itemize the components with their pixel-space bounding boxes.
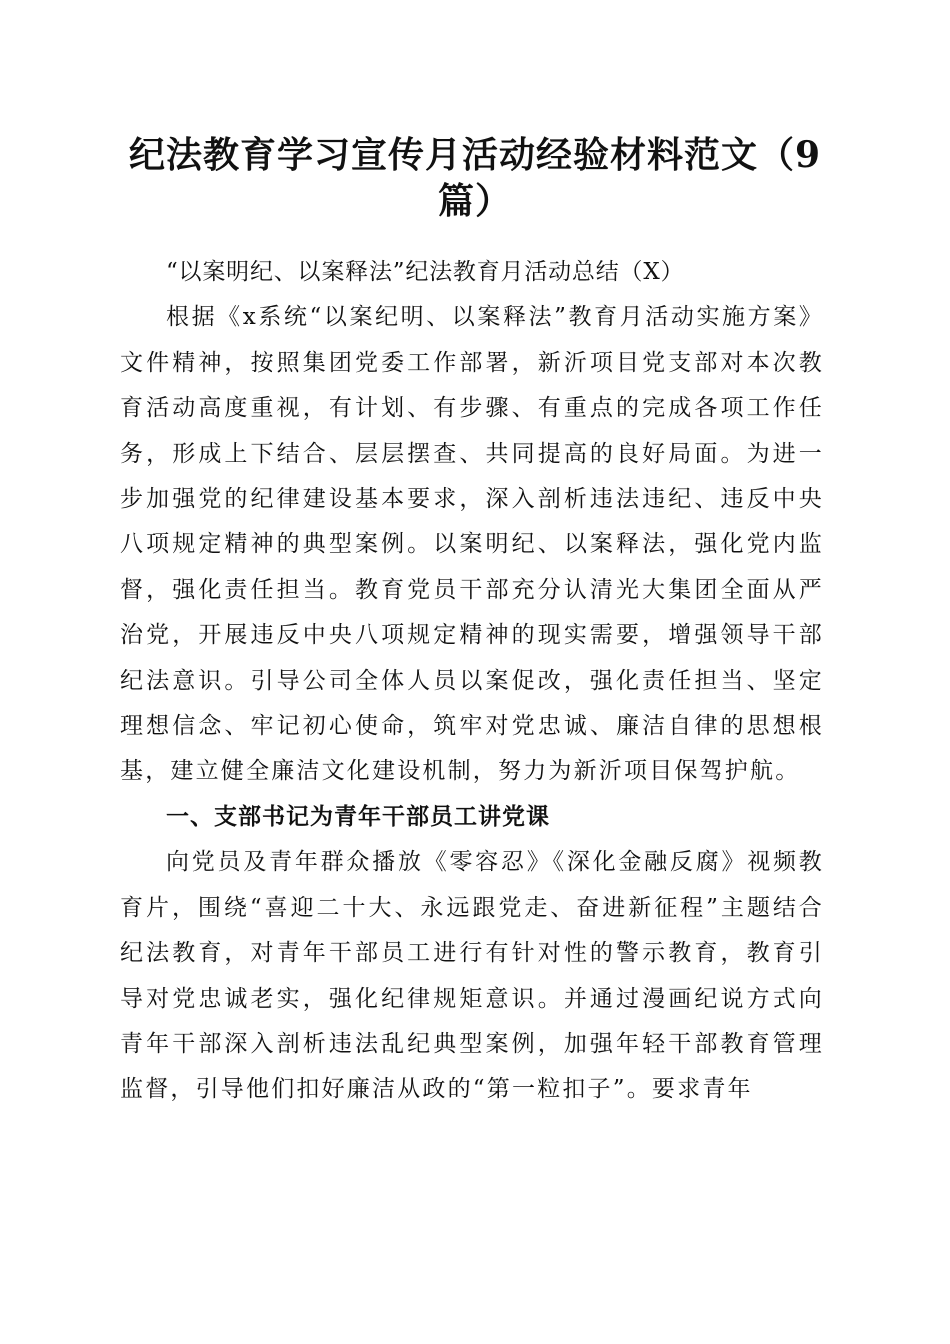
- document-title: 纪法教育学习宣传月活动经验材料范文（9篇）: [128, 134, 822, 222]
- body-paragraph-1: 根据《x系统“以案纪明、以案释法”教育月活动实施方案》文件精神，按照集团党委工作部署，新沂项目党支部对本次教育活动高度重视，有计划、有步骤、有重点的完成各项工作任务，形成上下结合、层层摆查、共同提高的良好局面。为进一步加强党的纪律建设基本要求，深入剖析违法违纪、违反中央八项规定精神的典型案例。以案明纪、以案释法，强化党内监督，强化责任担当。教育党员干部充分认清光大集团全面从严治党，开展违反中央八项规定精神的现实需要，增强领导干部纪法意识。引导公司全体人员以案促改，强化责任担当、坚定理想信念、牢记初心使命，筑牢对党忠诚、廉洁自律的思想根基，建立健全廉洁文化建设机制，努力为新沂项目保驾护航。: [120, 304, 824, 785]
- body-paragraph-2: 向党员及青年群众播放《零容忍》《深化金融反腐》视频教育片，围绕“喜迎二十大、永远跟党走、奋进新征程”主题结合纪法教育，对青年干部员工进行有针对性的警示教育，教育引导对党忠诚老实，强化纪律规矩意识。并通过漫画纪说方式向青年干部深入剖析违法乱纪典型案例，加强年轻干部教育管理监督，引导他们扣好廉洁从政的“第一粒扣子”。要求青年: [120, 849, 824, 1103]
- section-heading-1: 一、支部书记为青年干部员工讲党课: [166, 803, 550, 830]
- document-subtitle: “以案明纪、以案释法”纪法教育月活动总结（X）: [166, 259, 685, 285]
- document-body: [120, 250, 824, 1113]
